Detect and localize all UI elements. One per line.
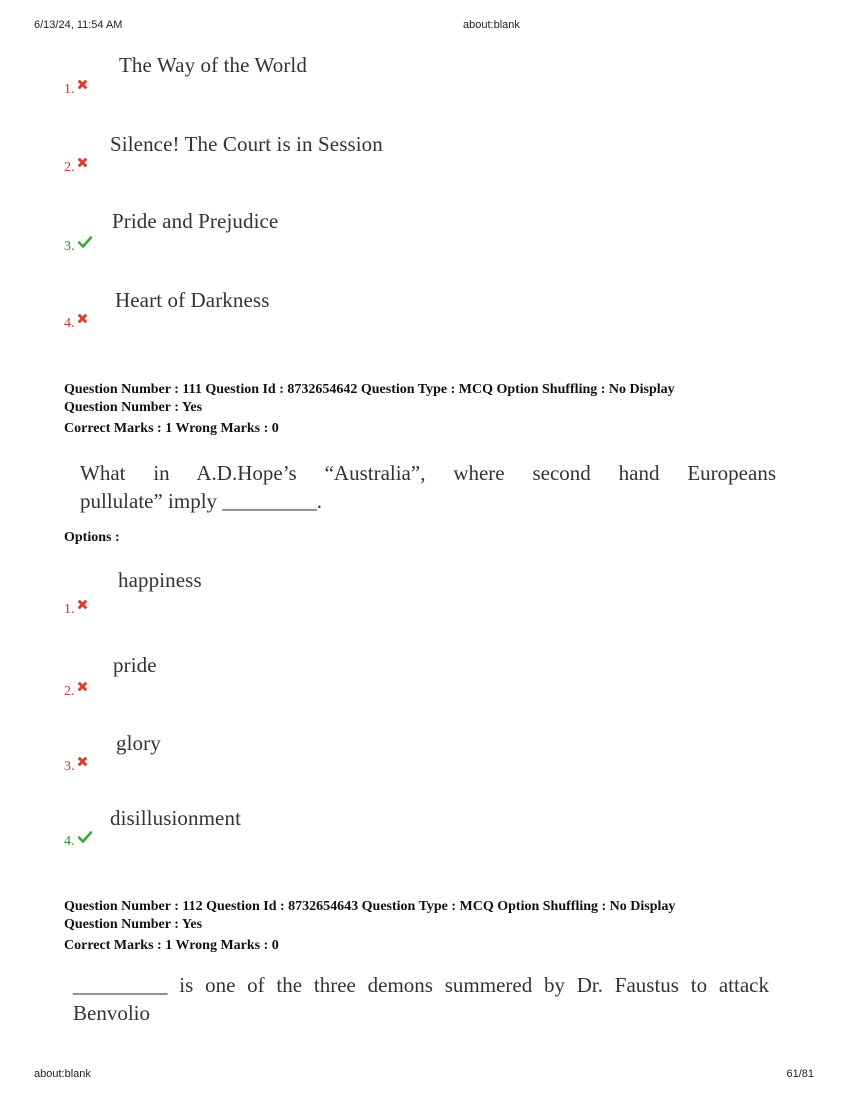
option-number: 1. — [64, 602, 75, 617]
print-datetime: 6/13/24, 11:54 AM — [34, 19, 123, 31]
q111-option-3-marker — [64, 757, 87, 775]
option-number: 1. — [64, 82, 75, 97]
option-number: 4. — [64, 834, 75, 849]
q110-option-3-text: Pride and Prejudice — [112, 209, 279, 233]
q110-option-1-text: The Way of the World — [119, 53, 307, 77]
q111-option-4-marker — [64, 831, 92, 850]
q111-meta-line-2: Question Number : Yes — [64, 400, 203, 415]
option-number: 4. — [64, 316, 75, 331]
q110-option-4-text: Heart of Darkness — [115, 288, 270, 312]
correct-check-icon — [78, 236, 92, 248]
option-number: 3. — [64, 759, 75, 774]
wrong-cross-icon — [78, 158, 87, 167]
q111-options-label: Options : — [64, 530, 120, 545]
q112-question-line-1: _________ is one of the three demons summered by Dr. Faustus to attack — [73, 973, 769, 997]
q111-meta-line-3: Correct Marks : 1 Wrong Marks : 0 — [64, 421, 279, 436]
option-number: 2. — [64, 684, 75, 699]
q112-meta-line-2: Question Number : Yes — [64, 917, 203, 932]
q111-question-line-2: pullulate” imply _________. — [80, 489, 323, 513]
q111-option-4-text: disillusionment — [110, 806, 242, 830]
q112-question-line-2: Benvolio — [73, 1001, 150, 1025]
print-page-number: 61/81 — [786, 1068, 814, 1080]
q111-option-2-text: pride — [113, 653, 157, 677]
q112-question-text — [73, 971, 769, 1027]
q110-option-4-marker — [64, 314, 87, 332]
q112-meta-line-1: Question Number : 112 Question Id : 8732654643 Question Type : MCQ Option Shuffling : No Display — [64, 899, 676, 914]
q110-option-2-marker — [64, 158, 87, 176]
q110-option-2-text: Silence! The Court is in Session — [110, 132, 383, 156]
q111-meta-line-1: Question Number : 111 Question Id : 8732654642 Question Type : MCQ Option Shuffling : No Display — [64, 382, 675, 397]
print-page-title: about:blank — [463, 19, 520, 31]
wrong-cross-icon — [78, 682, 87, 691]
q111-option-2-marker — [64, 682, 87, 700]
wrong-cross-icon — [78, 80, 87, 89]
wrong-cross-icon — [78, 314, 87, 323]
option-number: 2. — [64, 160, 75, 175]
q110-option-1-marker — [64, 80, 87, 98]
option-number: 3. — [64, 239, 75, 254]
q111-option-1-text: happiness — [118, 568, 202, 592]
print-footer-url: about:blank — [34, 1068, 91, 1080]
wrong-cross-icon — [78, 757, 87, 766]
q111-option-3-text: glory — [116, 731, 161, 755]
q111-option-1-marker — [64, 600, 87, 618]
q111-question-line-1: What in A.D.Hope’s “Australia”, where second hand Europeans — [80, 461, 776, 485]
q110-option-3-marker — [64, 236, 92, 255]
q112-meta-line-3: Correct Marks : 1 Wrong Marks : 0 — [64, 938, 279, 953]
correct-check-icon — [78, 831, 92, 843]
wrong-cross-icon — [78, 600, 87, 609]
q111-question-text — [80, 459, 776, 515]
